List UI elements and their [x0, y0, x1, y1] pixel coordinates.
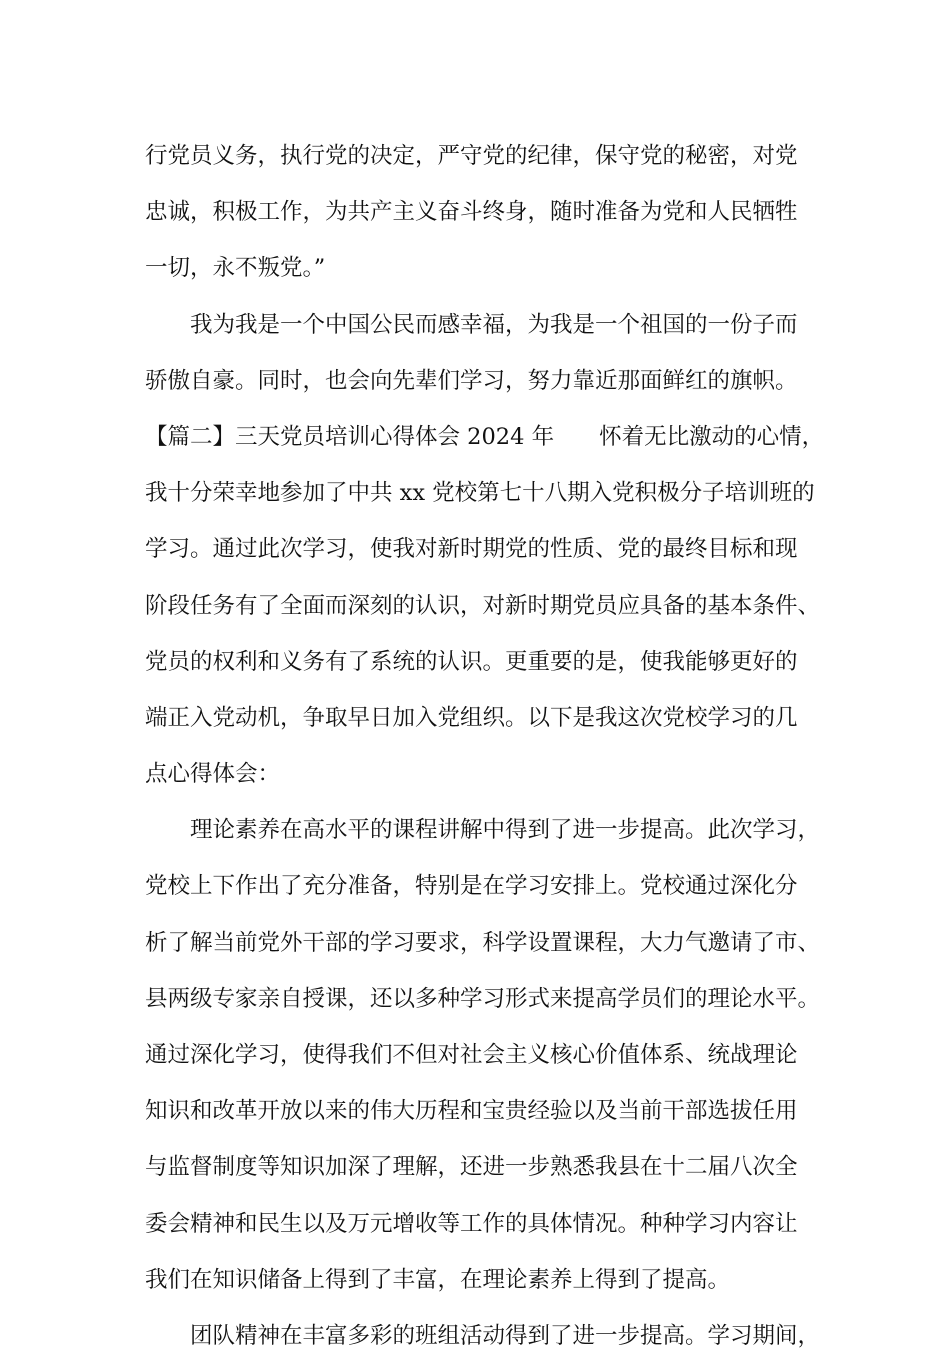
paragraph-start-line: 我为我是一个中国公民而感幸福，为我是一个祖国的一份子而	[190, 311, 798, 338]
text-line: 与监督制度等知识加深了理解，还进一步熟悉我县在十二届八次全	[145, 1154, 798, 1181]
text-line: 我十分荣幸地参加了中共 xx 党校第七十八期入党积极分子培训班的	[145, 480, 815, 507]
section-heading-line: 【篇二】三天党员培训心得体会 2024 年 怀着无比激动的心情，	[145, 423, 825, 450]
text-line: 行党员义务，执行党的决定，严守党的纪律，保守党的秘密，对党	[145, 143, 798, 169]
text-line: 点心得体会：	[145, 761, 281, 788]
text-line: 党员的权利和义务有了系统的认识。更重要的是，使我能够更好的	[145, 648, 798, 675]
paragraph-start-line: 团队精神在丰富多彩的班组活动得到了进一步提高。学习期间，	[190, 1322, 821, 1349]
text-line: 骄傲自豪。同时，也会向先辈们学习，努力靠近那面鲜红的旗帜。	[145, 367, 798, 394]
text-line: 学习。通过此次学习，使我对新时期党的性质、党的最终目标和现	[145, 536, 798, 563]
text-line: 通过深化学习，使得我们不但对社会主义核心价值体系、统战理论	[145, 1042, 798, 1068]
text-line: 我们在知识储备上得到了丰富，在理论素养上得到了提高。	[145, 1266, 731, 1293]
body-text	[145, 128, 835, 1364]
text-line: 阶段任务有了全面而深刻的认识，对新时期党员应具备的基本条件、	[145, 592, 821, 619]
text-line: 忠诚，积极工作，为共产主义奋斗终身，随时准备为党和人民牺牲	[145, 199, 798, 226]
text-line: 一切，永不叛党。”	[145, 255, 326, 282]
text-line: 党校上下作出了充分准备，特别是在学习安排上。党校通过深化分	[145, 873, 798, 900]
text-line: 县两级专家亲自授课，还以多种学习形式来提高学员们的理论水平。	[145, 985, 821, 1012]
text-line: 知识和改革开放以来的伟大历程和宝贵经验以及当前干部选拔任用	[145, 1098, 798, 1125]
text-line: 端正入党动机，争取早日加入党组织。以下是我这次党校学习的几	[145, 704, 798, 731]
text-line: 委会精神和民生以及万元增收等工作的具体情况。种种学习内容让	[145, 1210, 798, 1237]
paragraph-start-line: 理论素养在高水平的课程讲解中得到了进一步提高。此次学习，	[190, 817, 821, 844]
text-line: 析了解当前党外干部的学习要求，科学设置课程，大力气邀请了市、	[145, 929, 821, 956]
